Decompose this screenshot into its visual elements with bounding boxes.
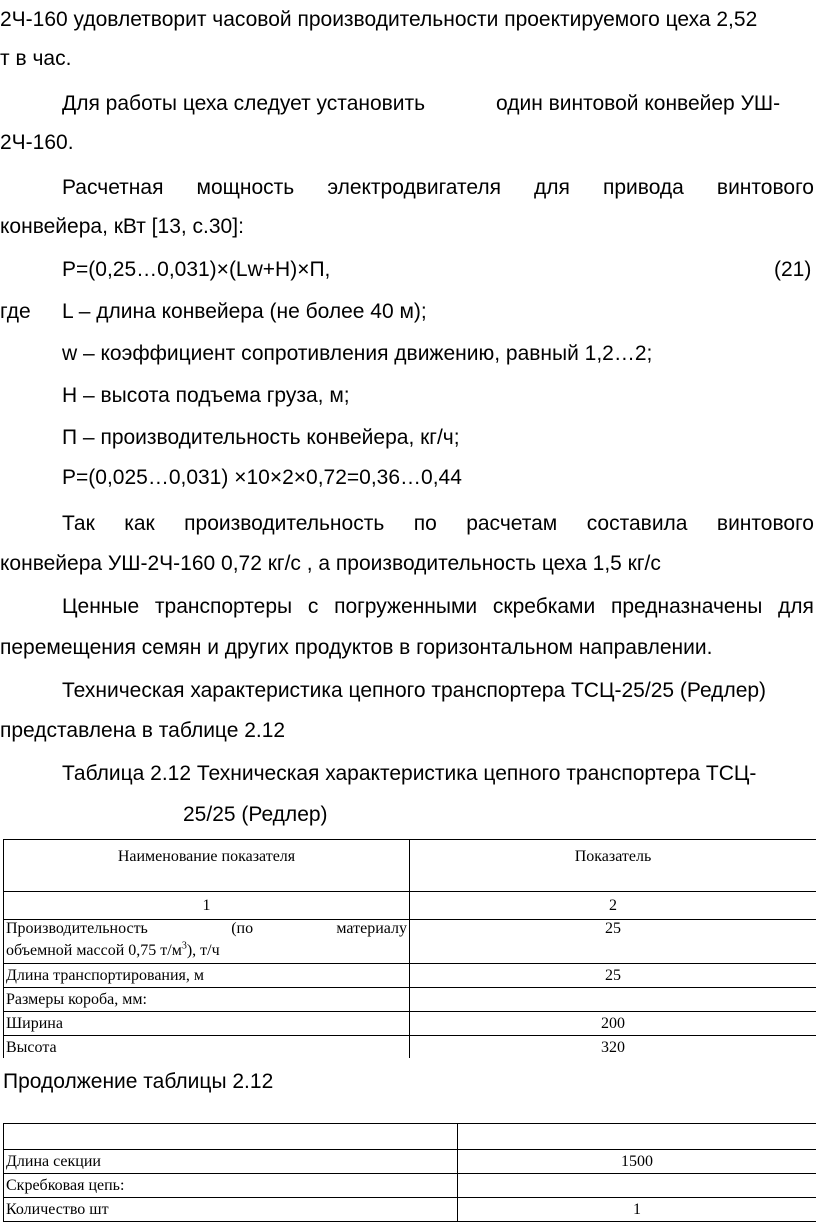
label-cell — [4, 920, 410, 964]
word: по — [413, 512, 437, 535]
word: привода — [603, 176, 684, 199]
table-row — [4, 964, 816, 988]
label-cell: Длина секции — [4, 1150, 458, 1174]
word: производительность — [184, 512, 385, 535]
paragraph-line: один винтовой конвейер УШ- — [496, 92, 781, 115]
word: предназначены — [610, 595, 763, 618]
paragraph-line: т в час. — [0, 47, 72, 70]
word: Ценные — [62, 595, 140, 618]
paragraph-line: конвейера, кВт [13, с.30]: — [0, 215, 244, 238]
definition-line: w – коэффициент сопротивления движению, равный 1,2…2; — [62, 342, 653, 365]
word: для — [778, 595, 814, 618]
word: составила — [586, 512, 688, 535]
table-row — [4, 1124, 816, 1150]
paragraph-line-justified — [62, 595, 814, 619]
number-cell: 2 — [410, 892, 816, 920]
table-row — [4, 1036, 816, 1058]
table-row — [4, 988, 816, 1012]
label-cell: Размеры короба, мм: — [4, 988, 410, 1012]
word: Расчетная — [62, 176, 164, 199]
table-caption: 25/25 (Редлер) — [183, 803, 328, 826]
word: с — [307, 595, 319, 618]
word: Так — [62, 512, 95, 535]
calculation-line: P=(0,025…0,031) ×10×2×0,72=0,36…0,44 — [62, 466, 462, 489]
value-cell: 25 — [410, 920, 816, 964]
paragraph-line: 2Ч-160 удовлетворит часовой производительности проектируемого цеха 2,52 — [0, 8, 758, 31]
word: винтового — [716, 176, 814, 199]
value-cell: 1500 — [458, 1150, 816, 1174]
definition-line: П – производительность конвейера, кг/ч; — [62, 426, 460, 449]
label-cell: Высота — [4, 1036, 410, 1058]
table-header-row — [4, 840, 816, 892]
label-cell — [4, 1124, 458, 1150]
label-cell: Скребковая цепь: — [4, 1174, 458, 1198]
header-cell: Наименование показателя — [4, 840, 410, 892]
paragraph-line: Техническая характеристика цепного транспортера ТСЦ-25/25 (Редлер) — [62, 679, 767, 702]
paragraph-line: 2Ч-160. — [0, 131, 74, 154]
word: как — [124, 512, 155, 535]
word: (по — [231, 920, 254, 937]
word: погруженными — [334, 595, 478, 618]
value-cell — [458, 1124, 816, 1150]
paragraph-line: представлена в таблице 2.12 — [0, 719, 286, 742]
paragraph-line: перемещения семян и других продуктов в горизонтальном направлении. — [0, 636, 713, 659]
table-row — [4, 920, 816, 964]
label-cell: Длина транспортирования, м — [4, 964, 410, 988]
label-cell: Ширина — [4, 1012, 410, 1036]
table-number-row — [4, 892, 816, 920]
word: транспортеры — [154, 595, 293, 618]
paragraph-line: конвейера УШ-2Ч-160 0,72 кг/с , а производительность цеха 1,5 кг/с — [0, 552, 661, 575]
table-row — [4, 1150, 816, 1174]
word: винтового — [716, 512, 814, 535]
table-row — [4, 1012, 816, 1036]
word: расчетам — [466, 512, 558, 535]
value-cell — [458, 1174, 816, 1198]
spec-table-continuation — [3, 1123, 816, 1222]
word: скребками — [492, 595, 596, 618]
label-text: ), т/ч — [186, 942, 220, 959]
superscript: 3 — [181, 940, 187, 952]
word: электродвигателя — [327, 176, 501, 199]
word: мощность — [196, 176, 295, 199]
label-cell: Количество шт — [4, 1198, 458, 1222]
number-cell: 1 — [4, 892, 410, 920]
definition-line: H – высота подъема груза, м; — [62, 384, 350, 407]
label-text: объемной массой 0,75 т/м — [6, 942, 182, 959]
value-cell: 1 — [458, 1198, 816, 1222]
formula: P=(0,25…0,031)×(Lw+H)×П, — [62, 258, 331, 281]
table-row — [4, 1174, 816, 1198]
paragraph-line-justified — [62, 176, 814, 200]
paragraph-line-justified — [62, 512, 814, 536]
header-cell: Показатель — [410, 840, 816, 892]
table-continuation-label: Продолжение таблицы 2.12 — [3, 1070, 274, 1093]
formula-number: (21) — [774, 258, 812, 281]
table-row — [4, 1198, 816, 1222]
word: материалу — [336, 920, 407, 937]
spec-table — [3, 839, 816, 1058]
table-caption: Таблица 2.12 Техническая характеристика цепного транспортера ТСЦ- — [62, 762, 757, 785]
paragraph-line: Для работы цеха следует установить — [62, 92, 426, 115]
word: Производительность — [6, 920, 148, 937]
value-cell: 320 — [410, 1036, 816, 1058]
value-cell: 25 — [410, 964, 816, 988]
word: для — [534, 176, 570, 199]
where-label: где — [0, 300, 31, 323]
value-cell — [410, 988, 816, 1012]
value-cell: 200 — [410, 1012, 816, 1036]
definition-line: L – длина конвейера (не более 40 м); — [62, 300, 427, 323]
